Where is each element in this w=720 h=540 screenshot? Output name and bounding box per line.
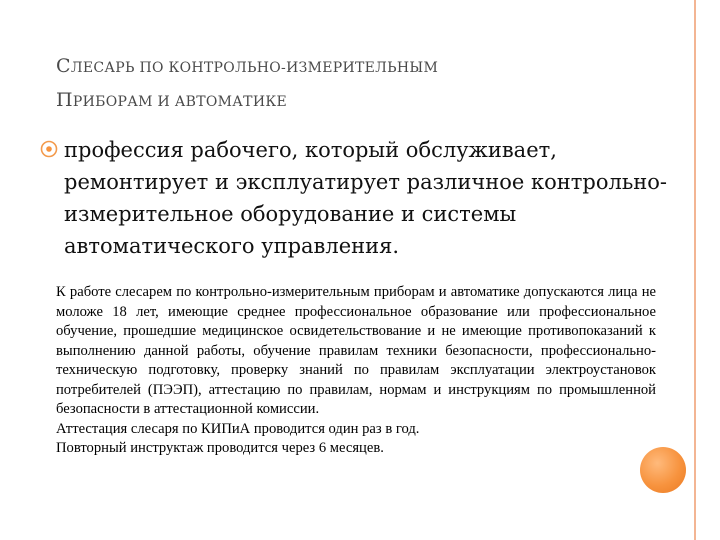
body-paragraph: К работе слесарем по контрольно-измерительным приборам и автоматике допускаются лица не моложе 18 лет, имеющие среднее профессиональное образование или профессиональное обучение, прошедшие медицинское освидетельствование и не имеющие противопоказаний к выполнению данной работы, обучение правилам техники безопасности, профессионально-техническую подготовку, проверку знаний по правилам эксплуатации электроустановок потребителей (ПЭЭП), аттестацию по правилам, нормам и инструкциям по промышленной безопасности в аттестационной комиссии. (56, 284, 656, 417)
bullet-item (40, 134, 670, 262)
slide-title (56, 50, 676, 118)
slide-title-line-1: СЛЕСАРЬ ПО КОНТРОЛЬНО-ИЗМЕРИТЕЛЬНЫМ (56, 55, 439, 77)
body-line-instruction: Повторный инструктаж проводится через 6 месяцев. (56, 440, 384, 456)
slide-title-line-2: ПРИБОРАМ И АВТОМАТИКЕ (56, 89, 287, 111)
decorative-orange-circle (640, 447, 686, 493)
bullet-circle-icon (40, 140, 58, 158)
body-text-block (56, 283, 656, 459)
right-edge-rule (694, 0, 696, 540)
body-line-attestation: Аттестация слесаря по КИПиА проводится один раз в год. (56, 420, 420, 437)
bullet-text: профессия рабочего, который обслуживает, ремонтирует и эксплуатирует различное контрольно-измерительное оборудование и системы автоматического управления. (64, 138, 668, 258)
